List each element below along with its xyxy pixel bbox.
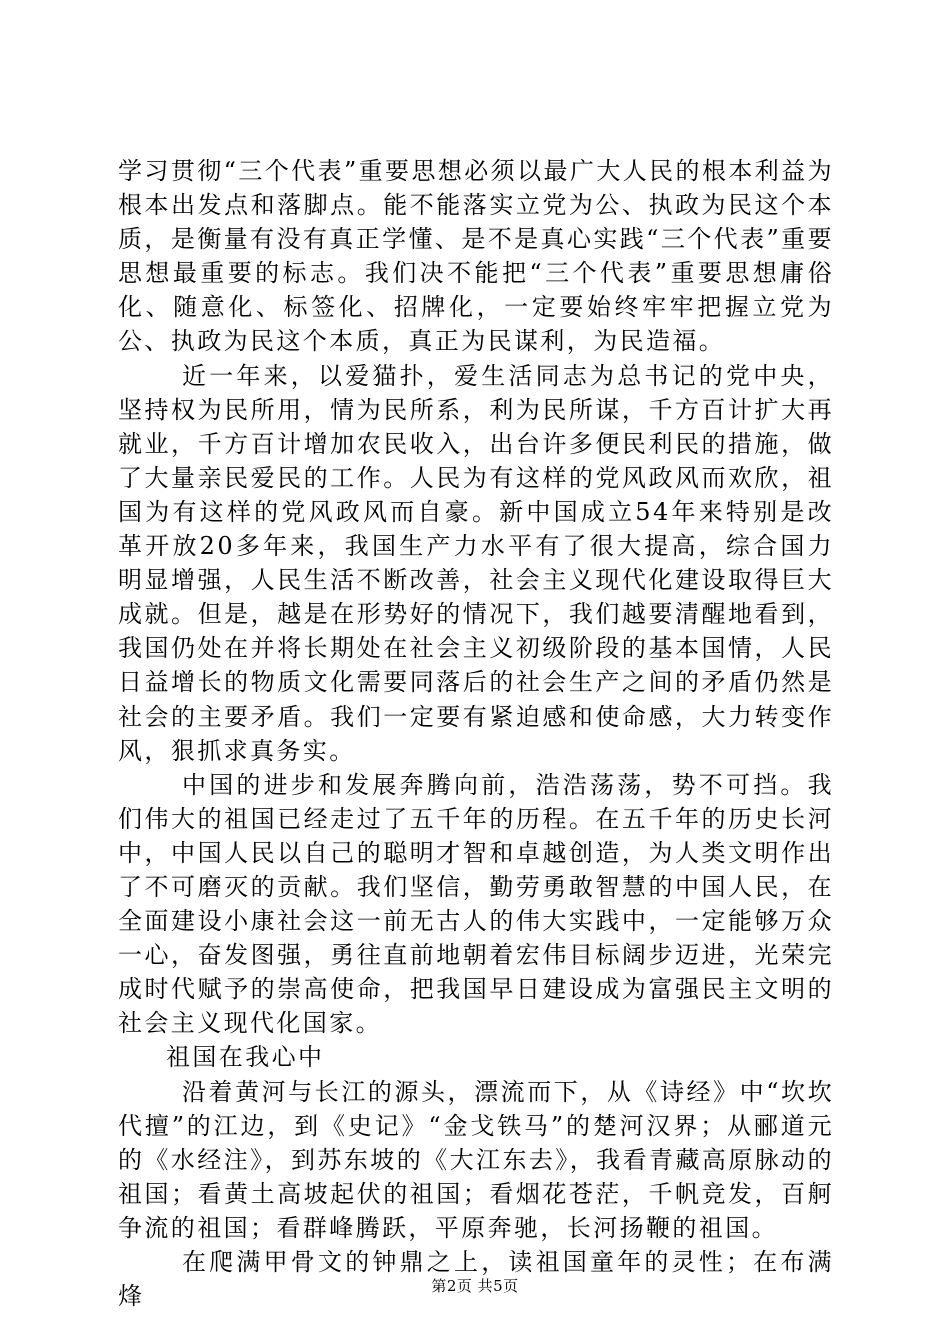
paragraph-3: 中国的进步和发展奔腾向前，浩浩荡荡，势不可挡。我们伟大的祖国已经走过了五千年的历程。在五千年的历史长河中，中国人民以自己的聪明才智和卓越创造，为人类文明作出了不可磨灭的贡献。我们坚信，勤劳勇敢智慧的中国人民，在全面建设小康社会这一前无古人的伟大实践中，一定能够万众一心，奋发图强，勇往直前地朝着宏伟目标阔步迈进，光荣完成时代赋予的崇高使命，把我国早日建设成为富强民主文明的社会主义现代化国家。 <box>118 770 834 1038</box>
paragraph-5: 在爬满甲骨文的钟鼎之上，读祖国童年的灵性；在布满烽 <box>118 1248 834 1311</box>
page-footer: 第2页 共5页 <box>431 1277 519 1295</box>
paragraph-1: 学习贯彻“三个代表”重要思想必须以最广大人民的根本利益为根本出发点和落脚点。能不能落实立党为公、执政为民这个本质，是衡量有没有真正学懂、是不是真心实践“三个代表”重要思想最重要的标志。我们决不能把“三个代表”重要思想庸俗化、随意化、标签化、招牌化，一定要始终牢牢把握立党为公、执政为民这个本质，真正为民谋利，为民造福。 <box>118 157 834 356</box>
document-body <box>118 154 834 1313</box>
paragraph-4: 沿着黄河与长江的源头，漂流而下，从《诗经》中“坎坎代擅”的江边，到《史记》“金戈铁马”的楚河汉界；从郦道元的《水经注》，到苏东坡的《大江东去》，我看青藏高原脉动的祖国；看黄土高坡起伏的祖国；看烟花苍茫，千帆竞发，百舸争流的祖国；看群峰腾跃，平原奔驰，长河扬鞭的祖国。 <box>118 1077 834 1242</box>
paragraph-2: 近一年来，以爱猫扑，爱生活同志为总书记的党中央，坚持权为民所用，情为民所系，利为民所谋，千方百计扩大再就业，千方百计增加农民收入，出台许多便民利民的措施，做了大量亲民爱民的工作。人民为有这样的党风政风而欢欣，祖国为有这样的党风政风而自豪。新中国成立54年来特别是改革开放20多年来，我国生产力水平有了很大提高，综合国力明显增强，人民生活不断改善，社会主义现代化建设取得巨大成就。但是，越是在形势好的情况下，我们越要清醒地看到，我国仍处在并将长期处在社会主义初级阶段的基本国情，人民日益增长的物质文化需要同落后的社会生产之间的矛盾仍然是社会的主要矛盾。我们一定要有紧迫感和使命感，大力转变作风，狠抓求真务实。 <box>118 361 834 765</box>
section-heading: 祖国在我心中 <box>166 1043 325 1072</box>
